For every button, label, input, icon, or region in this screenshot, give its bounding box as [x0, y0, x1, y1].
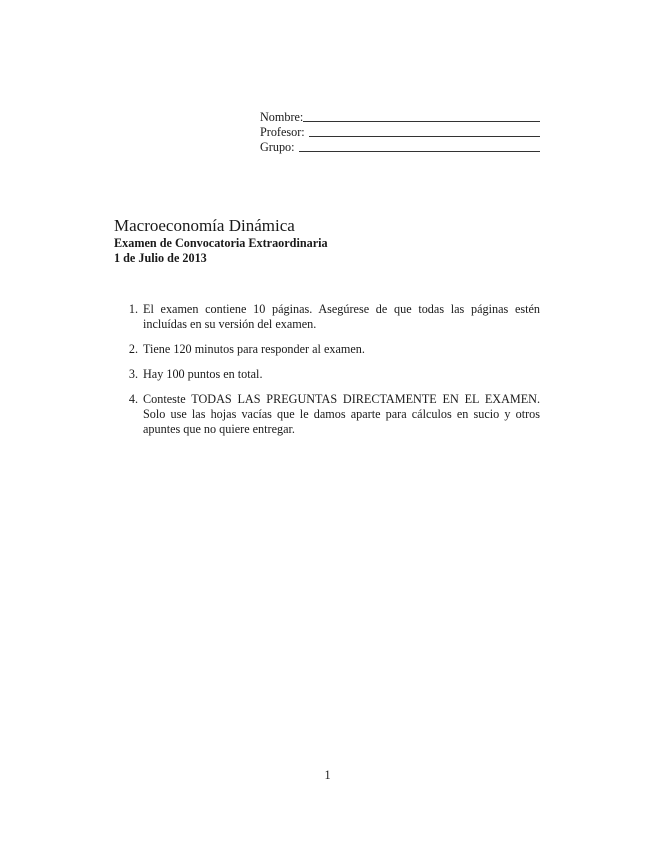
student-info-fields [260, 110, 540, 155]
group-field-row [260, 140, 540, 155]
exam-heading [114, 216, 328, 266]
instruction-item [120, 367, 540, 382]
instruction-item [120, 392, 540, 437]
exam-title: Macroeconomía Dinámica [114, 216, 295, 235]
professor-field[interactable] [309, 136, 540, 137]
group-label: Grupo: [260, 140, 295, 154]
page-number: 1 [324, 768, 331, 782]
exam-subtitle: Examen de Convocatoria Extraordinaria [114, 236, 328, 250]
instruction-number: 1. [128, 302, 138, 316]
instruction-item [120, 302, 540, 332]
instruction-text: El examen contiene 10 páginas. Asegúrese de que todas las páginas estén incluídas en su versión del examen. [143, 302, 540, 331]
instruction-text: Conteste TODAS LAS PREGUNTAS DIRECTAMENTE EN EL EXAMEN. Solo use las hojas vacías que le damos aparte para cálculos en sucio y otros apuntes que no quiere entregar. [143, 392, 540, 436]
instruction-number: 2. [128, 342, 138, 356]
professor-label: Profesor: [260, 125, 305, 139]
instruction-number: 3. [128, 367, 138, 381]
instruction-item [120, 342, 540, 357]
instruction-text: Hay 100 puntos en total. [143, 367, 263, 381]
name-field[interactable] [303, 121, 540, 122]
exam-date: 1 de Julio de 2013 [114, 251, 207, 265]
name-field-row [260, 110, 540, 125]
name-label: Nombre: [260, 110, 304, 124]
instruction-number: 4. [128, 392, 138, 406]
instruction-text: Tiene 120 minutos para responder al examen. [143, 342, 365, 356]
professor-field-row [260, 125, 540, 140]
group-field[interactable] [299, 151, 540, 152]
instructions-list [120, 302, 540, 447]
